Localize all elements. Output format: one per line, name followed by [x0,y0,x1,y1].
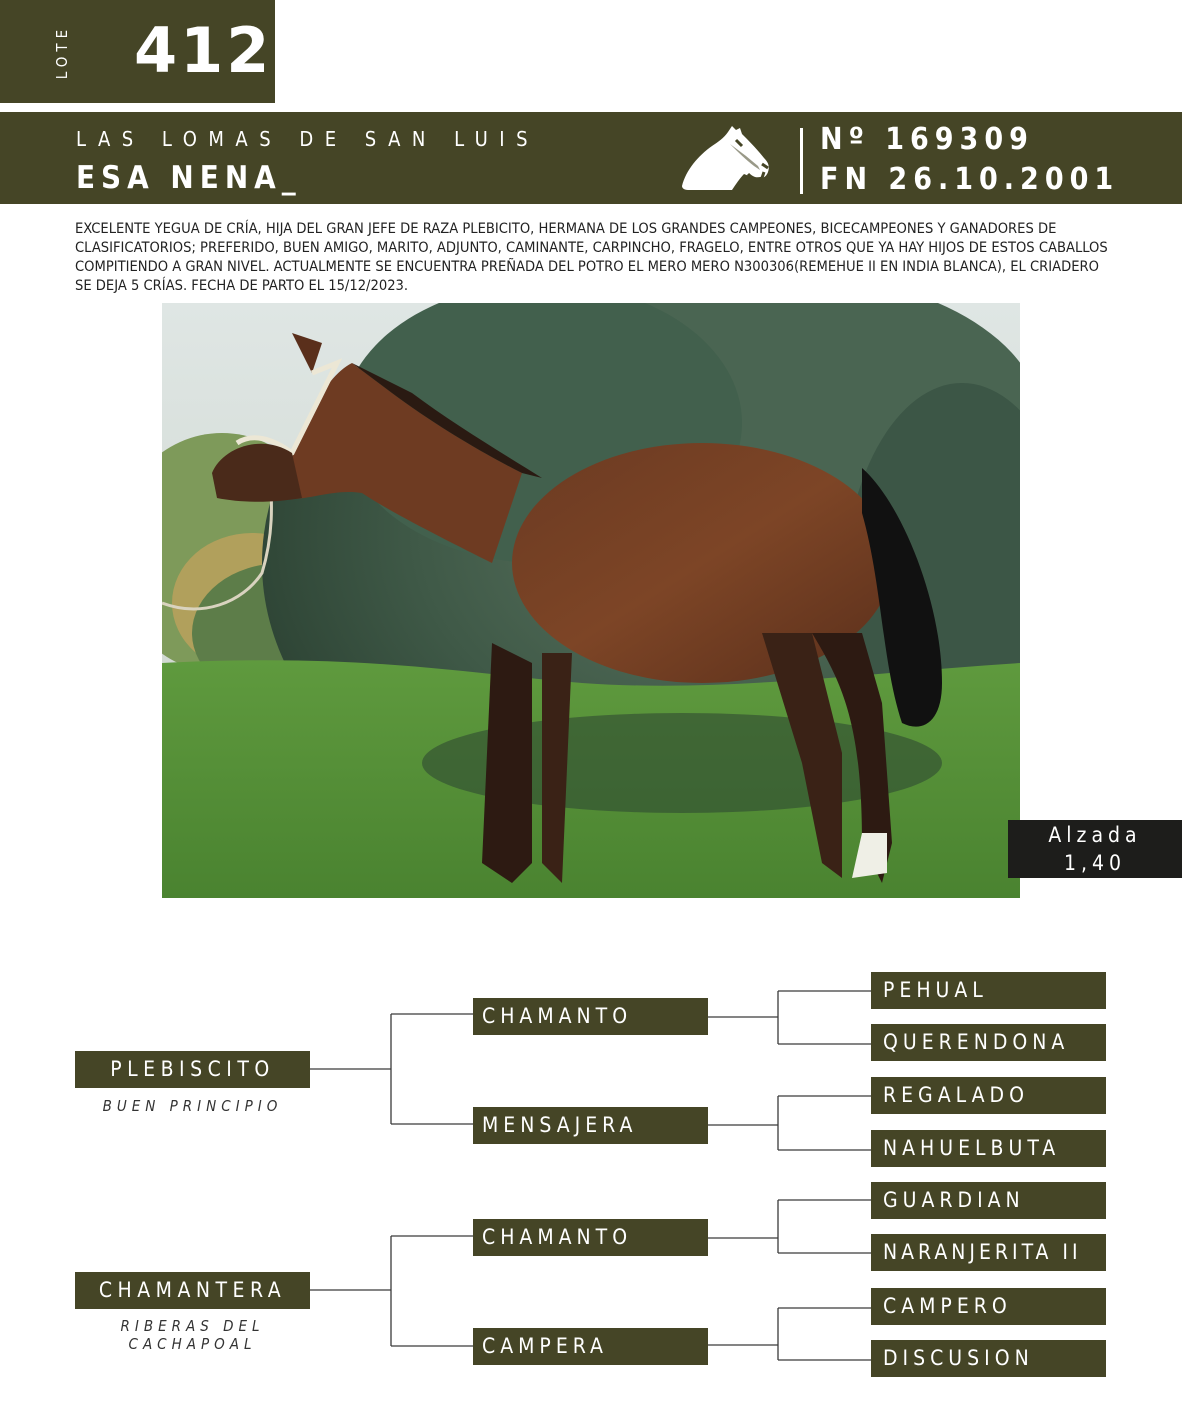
great-grandparent-box: DISCUSION [871,1340,1106,1377]
horse-name: ESA NENA_ [76,160,302,196]
grandparent-box: CHAMANTO [473,1219,708,1256]
horse-head-icon [678,122,774,194]
birth-date: FN 26.10.2001 [820,162,1120,197]
great-grandparent-box: NAHUELBUTA [871,1130,1106,1167]
great-grandparent-box: GUARDIAN [871,1182,1106,1219]
dam-breeder [75,1317,310,1353]
dam-breeder-line1: RIBERAS DEL [120,1317,265,1335]
great-grandparent-box: QUERENDONA [871,1024,1106,1061]
lot-label: LOTE [53,24,71,80]
sire-breeder: BUEN PRINCIPIO [102,1097,283,1115]
dam-breeder-line2: CACHAPOAL [128,1335,257,1353]
lot-badge [0,0,275,103]
registration-number: Nº 169309 [820,122,1034,157]
description-text: EXCELENTE YEGUA DE CRÍA, HIJA DEL GRAN JEFE DE RAZA PLEBICITO, HERMANA DE LOS GRANDES CAMPEONES, BICECAMPEONES Y GANADORES DE CLASIFICATORIOS; PREFERIDO, BUEN AMIGO, MARITO, ADJUNTO, CAMINANTE, CARPINCHO, FRAGELO, ENTRE OTROS QUE YA HAY HIJOS DE ESTOS CABALLOS COMPITIENDO A GRAN NIVEL. ACTUALMENTE SE ENCUENTRA PREÑADA DEL POTRO EL MERO MERO N300306(REMEHUE II EN INDIA BLANCA), EL CRIADERO SE DEJA 5 CRÍAS. FECHA DE PARTO EL 15/12/2023. [75,220,1108,294]
grandparent-box: MENSAJERA [473,1107,708,1144]
dam-name: CHAMANTERA [75,1272,310,1309]
header-divider [800,128,803,194]
great-grandparent-box: CAMPERO [871,1288,1106,1325]
great-grandparent-box: REGALADO [871,1077,1106,1114]
grandparent-box: CHAMANTO [473,998,708,1035]
great-grandparent-box: PEHUAL [871,972,1106,1009]
grandparent-box: CAMPERA [473,1328,708,1365]
horse-photo [162,303,1020,898]
height-tag [1008,820,1182,878]
lot-number: 412 [134,14,273,87]
height-label: Alzada [1048,823,1142,847]
breeder-name: LAS LOMAS DE SAN LUIS [76,127,539,151]
sire-name: PLEBISCITO [75,1051,310,1088]
great-grandparent-box: NARANJERITA II [871,1234,1106,1271]
height-value: 1,40 [1063,851,1127,875]
